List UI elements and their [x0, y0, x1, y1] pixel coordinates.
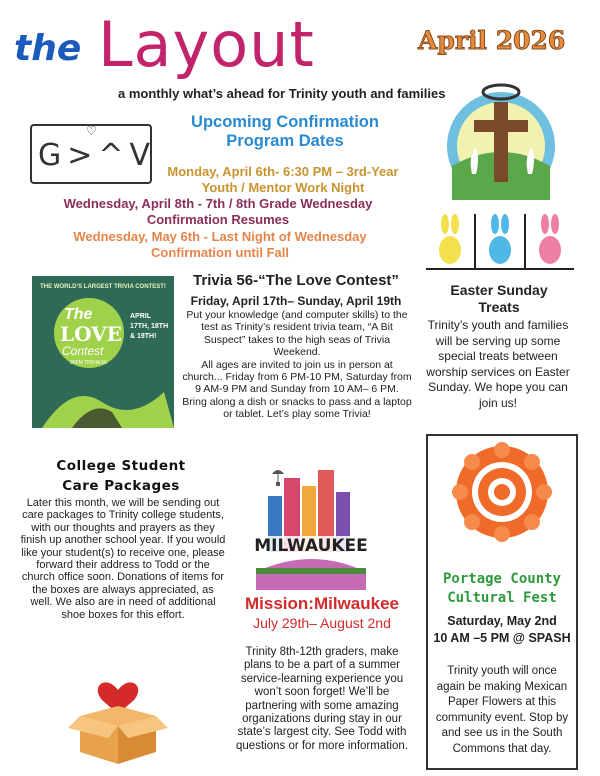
paper-flower-icon	[452, 442, 552, 542]
poster-love: LOVE	[60, 322, 122, 346]
portage-panel	[426, 434, 578, 770]
confirmation-line-2: Wednesday, April 8th - 7th / 8th Grade Wednesday Confirmation Resumes	[63, 196, 373, 227]
poster-sub: 90FM TRIVIA 56	[70, 360, 107, 366]
care-title: College Student Care Packages	[56, 458, 186, 494]
mission-dates: July 29th– August 2nd	[253, 615, 391, 631]
portage-title: Portage County Cultural Fest	[442, 571, 561, 606]
portage-date: Saturday, May 2nd	[447, 614, 557, 628]
care-body: Later this month, we will be sending out care packages to Trinity college students, with our thoughts and prayers as they finish up another school year. If you would like your student(s) to receive one, please forward their address to Todd or the church office soon. Donations of items for the boxes are always appreciated, as well. We also are in need of additional shoe boxes for this effort.	[20, 497, 226, 621]
brand-layout: Layout	[98, 8, 315, 81]
mission-title: Mission:Milwaukee	[245, 594, 399, 613]
poster-dates: APRIL 17TH, 18TH & 19TH!	[130, 313, 169, 340]
trivia-body-2: All ages are invited to join us in person at church... Friday from 6 PM-10 PM, Saturday from 9 AM-9 PM and Sunday from 10 AM– 6 PM.	[182, 358, 412, 396]
poster-the: The	[64, 306, 93, 323]
trivia-body-3: Bring along a dish or snacks to pass and a laptop or tablet. Let’s play some Trivia!	[182, 395, 412, 421]
god-greater-logo	[30, 124, 157, 184]
trivia-body-1: Put your knowledge (and computer skills) to the test as Trinity’s resident trivia team, “A Bit Suspect” takes to the high seas of Trivia Weekend.	[186, 309, 408, 359]
blue-peep-icon	[489, 214, 511, 264]
confirmation-line-3: Wednesday, May 6th - Last Night of Wednesday Confirmation until Fall	[73, 229, 367, 260]
mission-body: Trinity 8th-12th graders, make plans to be a part of a summer service-learning experience you won’t soon forget! We’ll be partnering with some amazing organizations during stay in our state’s largest city. See Todd with questions or for more information.	[236, 646, 408, 752]
confirmation-line-1: Monday, April 6th- 6:30 PM – 3rd-Year Youth / Mentor Work Night	[167, 164, 399, 195]
logo-text: G>^V	[38, 138, 157, 173]
trivia-poster	[32, 276, 174, 428]
poster-banner: THE WORLD’S LARGEST TRIVIA CONTEST!	[40, 284, 166, 290]
brand-the: the	[14, 28, 82, 69]
milwaukee-logo-text: MILWAUKEE	[252, 536, 370, 556]
easter-title: Easter Sunday Treats	[450, 282, 548, 315]
easter-cross-illustration	[442, 78, 560, 204]
poster-contest: Contest	[62, 344, 104, 358]
trivia-body	[182, 309, 412, 421]
care-package-icon	[66, 664, 170, 764]
portage-body: Trinity youth will once again be making Mexican Paper Flowers at this community event. Stop by and see us in the South Commons that day.	[435, 665, 569, 755]
yellow-peep-icon	[439, 214, 461, 264]
pink-peep-icon	[539, 214, 561, 264]
confirmation-title: Upcoming Confirmation Program Dates	[191, 113, 379, 150]
trivia-dates: Friday, April 17th– Sunday, April 19th	[190, 294, 402, 308]
easter-body: Trinity’s youth and families will be serving up some special treats between worship services on Easter Sunday. We hope you can join us!	[426, 318, 570, 410]
logo-heart-icon: ♡	[86, 124, 97, 138]
portage-time: 10 AM –5 PM @ SPASH	[433, 631, 571, 645]
tagline: a monthly what’s ahead for Trinity youth and families	[118, 86, 446, 101]
milwaukee-logo	[252, 456, 370, 590]
trivia-title: Trivia 56-“The Love Contest”	[193, 272, 399, 289]
issue-month: April 2026	[418, 26, 566, 55]
peeps-row	[426, 212, 574, 270]
